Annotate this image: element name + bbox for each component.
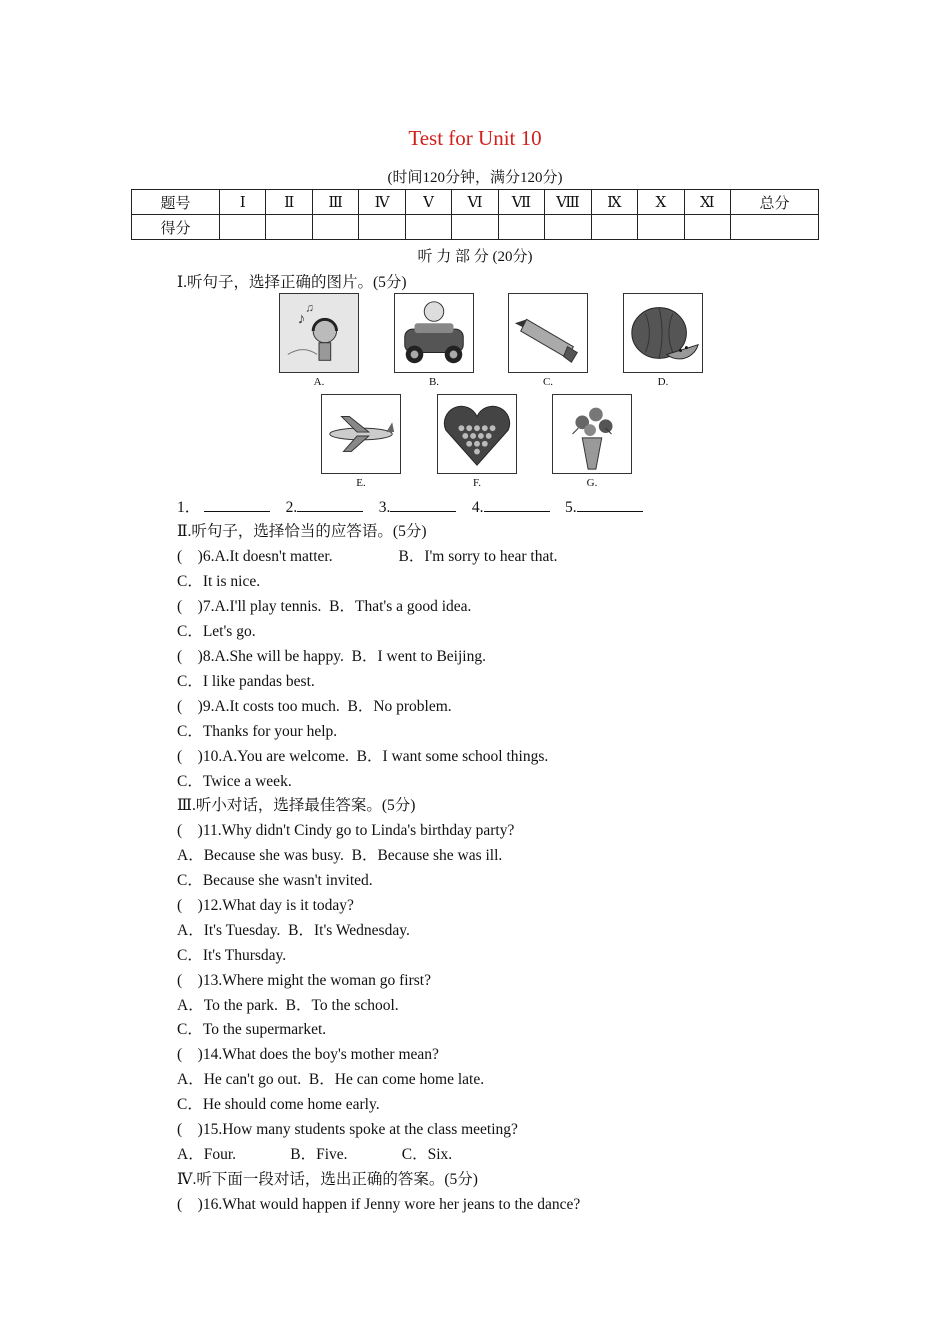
question-line: ( )10.A.You are welcome. B．I want some school things. (177, 748, 549, 765)
score-cell[interactable] (359, 215, 405, 240)
chocolate-box-icon (438, 395, 516, 473)
question-line: C．To the supermarket. (177, 1021, 327, 1038)
score-header-cell: Ⅷ (545, 190, 591, 215)
picture-b (394, 293, 474, 373)
score-cell[interactable] (452, 215, 498, 240)
score-table-header-row (132, 190, 819, 215)
score-header-cell: 题号 (132, 190, 220, 215)
boy-in-car-icon (395, 294, 473, 372)
score-header-cell: Ⅹ (638, 190, 684, 215)
score-cell[interactable] (405, 215, 451, 240)
answer-4-blank[interactable] (484, 497, 550, 512)
answer-2-blank[interactable] (297, 497, 363, 512)
question-line: A．Because she was busy. B．Because she was ill. (177, 847, 503, 864)
question-line: ( )15.How many students spoke at the class meeting? (177, 1121, 518, 1138)
answer-1-label: 1． (177, 499, 201, 516)
score-header-cell: Ⅵ (452, 190, 498, 215)
question-line: ( )11.Why didn't Cindy go to Linda's birthday party? (177, 822, 515, 839)
question-line: C．It's Thursday. (177, 947, 287, 964)
picture-g-label: G. (586, 477, 598, 489)
answer-2-label: 2. (285, 499, 298, 516)
score-table-score-row (132, 215, 819, 240)
question-line: ( )14.What does the boy's mother mean? (177, 1046, 439, 1063)
picture-a (279, 293, 359, 373)
picture-e (321, 394, 401, 474)
score-cell[interactable] (498, 215, 544, 240)
score-table (131, 189, 819, 240)
picture-d (623, 293, 703, 373)
time-score-note: (时间120分钟，满分120分) (387, 170, 563, 186)
question-line: C．I like pandas best. (177, 673, 315, 690)
question-line: C．Thanks for your help. (177, 723, 338, 740)
section1-heading: Ⅰ.听句子，选择正确的图片。(5分) (177, 274, 407, 291)
score-cell[interactable] (684, 215, 730, 240)
picture-a-label: A. (313, 376, 325, 388)
picture-c (508, 293, 588, 373)
question-line: A．To the park. B．To the school. (177, 997, 399, 1014)
pencil-icon (509, 294, 587, 372)
answer-5-label: 5. (565, 499, 577, 516)
score-cell[interactable] (266, 215, 312, 240)
question-line: C．Because she wasn't invited. (177, 872, 373, 889)
answer-3-blank[interactable] (390, 497, 456, 512)
score-header-cell: Ⅸ (591, 190, 637, 215)
question-line: ( )12.What day is it today? (177, 897, 354, 914)
score-header-cell: Ⅳ (359, 190, 405, 215)
watermelon-icon (624, 294, 702, 372)
answer-5-blank[interactable] (577, 497, 643, 512)
question-line: C．Let's go. (177, 623, 256, 640)
section1-answer-row (177, 495, 643, 517)
section4-heading: Ⅳ.听下面一段对话，选出正确的答案。(5分) (177, 1171, 478, 1188)
music-girl-icon (280, 294, 358, 372)
question-line: ( )9.A.It costs too much. B．No problem. (177, 698, 452, 715)
question-line: ( )13.Where might the woman go first? (177, 972, 431, 989)
svg-text:♫: ♫ (305, 301, 315, 315)
score-header-cell: Ⅶ (498, 190, 544, 215)
flower-bouquet-icon (553, 395, 631, 473)
picture-f-label: F. (473, 477, 481, 489)
answer-4-label: 4. (471, 499, 484, 516)
question-line: A．It's Tuesday. B．It's Wednesday. (177, 922, 410, 939)
score-header-cell: 总分 (731, 190, 819, 215)
question-line: C．It is nice. (177, 573, 261, 590)
score-header-cell: Ⅰ (220, 190, 266, 215)
score-row-label: 得分 (132, 215, 220, 240)
page-title: Test for Unit 10 (408, 126, 542, 150)
score-cell[interactable] (591, 215, 637, 240)
question-line: A．He can't go out. B．He can come home late. (177, 1071, 485, 1088)
section3-heading: Ⅲ.听小对话，选择最佳答案。(5分) (177, 797, 416, 814)
answer-3-label: 3. (378, 499, 391, 516)
score-cell[interactable] (545, 215, 591, 240)
score-header-cell: Ⅺ (684, 190, 730, 215)
picture-d-label: D. (657, 376, 669, 388)
section2-heading: Ⅱ.听句子，选择恰当的应答语。(5分) (177, 523, 427, 540)
score-cell[interactable] (731, 215, 819, 240)
picture-b-label: B. (428, 376, 440, 388)
question-line: ( )6.A.It doesn't matter. B．I'm sorry to hear that. (177, 548, 558, 565)
score-header-cell: Ⅴ (405, 190, 451, 215)
question-line: C．He should come home early. (177, 1096, 380, 1113)
score-cell[interactable] (638, 215, 684, 240)
score-cell[interactable] (312, 215, 358, 240)
picture-g (552, 394, 632, 474)
listening-section-heading: 听 力 部 分 (20分) (417, 249, 533, 265)
question-line: ( )8.A.She will be happy. B．I went to Beijing. (177, 648, 486, 665)
question-line: C．Twice a week. (177, 773, 292, 790)
score-header-cell: Ⅱ (266, 190, 312, 215)
answer-1-blank[interactable] (204, 497, 270, 512)
question-line: ( )16.What would happen if Jenny wore her jeans to the dance? (177, 1196, 581, 1213)
picture-e-label: E. (356, 477, 366, 489)
score-cell[interactable] (220, 215, 266, 240)
question-line: A．Four. B．Five. C．Six. (177, 1146, 453, 1163)
svg-text:♪: ♪ (297, 310, 306, 328)
picture-f (437, 394, 517, 474)
score-header-cell: Ⅲ (312, 190, 358, 215)
airplane-icon (322, 395, 400, 473)
picture-c-label: C. (542, 376, 554, 388)
question-line: ( )7.A.I'll play tennis. B．That's a good idea. (177, 598, 472, 615)
